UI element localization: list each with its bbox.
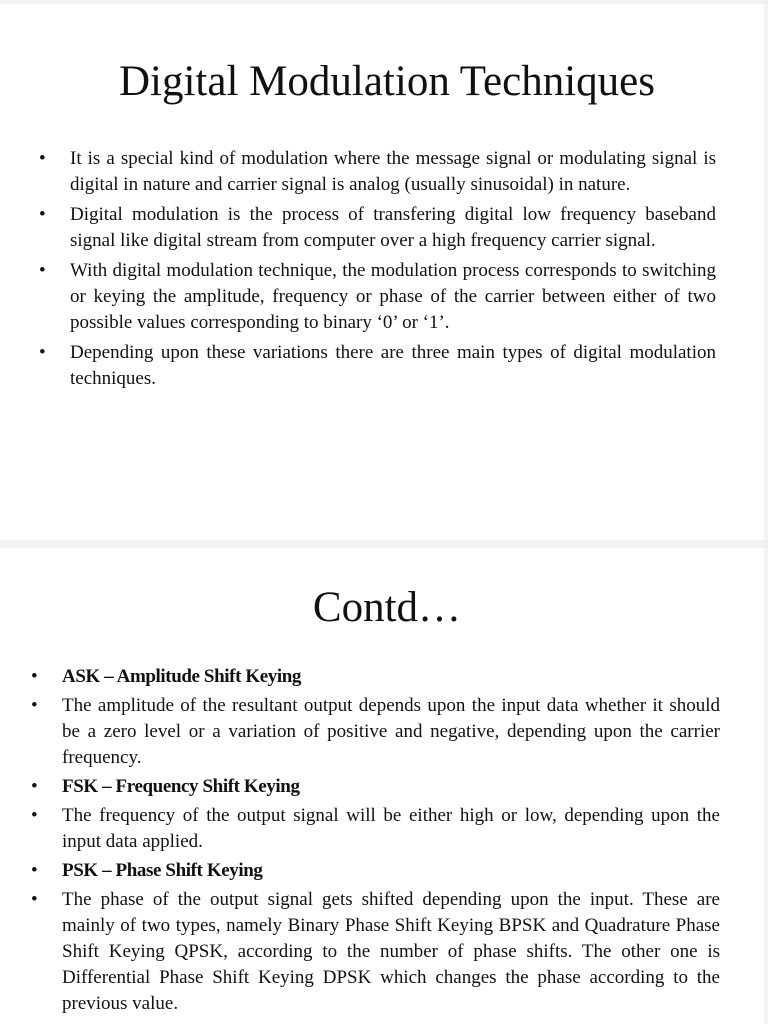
bullet-text: FSK – Frequency Shift Keying: [62, 776, 300, 797]
list-item-heading: [28, 858, 720, 884]
bullet-text: Depending upon these variations there are three main types of digital modulation techniques.: [70, 342, 716, 389]
bullet-icon: •: [31, 805, 38, 826]
bullet-text: PSK – Phase Shift Keying: [62, 860, 263, 881]
bullet-icon: •: [31, 889, 38, 910]
bullet-icon: •: [39, 148, 46, 169]
slide-title: Contd…: [312, 584, 462, 631]
bullet-list: [36, 146, 716, 396]
list-item-heading: [28, 664, 720, 690]
bullet-icon: •: [39, 342, 46, 363]
bullet-icon: •: [31, 695, 38, 716]
bullet-icon: •: [31, 666, 38, 687]
bullet-icon: •: [31, 776, 38, 797]
list-item: [28, 693, 720, 771]
bullet-list: [28, 664, 720, 1020]
bullet-text: It is a special kind of modulation where the message signal or modulating signal is digital in nature and carrier signal is analog (usually sinusoidal) in nature.: [70, 148, 716, 195]
list-item-heading: [28, 774, 720, 800]
list-item: [36, 258, 716, 336]
bullet-text: The frequency of the output signal will be either high or low, depending upon the input data applied.: [62, 805, 720, 852]
list-item: [28, 887, 720, 1017]
bullet-icon: •: [39, 260, 46, 281]
bullet-text: With digital modulation technique, the modulation process corresponds to switching or keying the amplitude, frequency or phase of the carrier between either of two possible values corresponding to binary ‘0’ or ‘1’.: [70, 260, 716, 333]
slide-digital-modulation: [0, 4, 764, 540]
bullet-icon: •: [31, 860, 38, 881]
bullet-text: The phase of the output signal gets shifted depending upon the input. These are mainly of two types, namely Binary Phase Shift Keying BPSK and Quadrature Phase Shift Keying QPSK, according to the number of phase shifts. The other one is Differential Phase Shift Keying DPSK which changes the phase according to the previous value.: [62, 889, 720, 1014]
bullet-text: Digital modulation is the process of transfering digital low frequency baseband signal like digital stream from computer over a high frequency carrier signal.: [70, 204, 716, 251]
list-item: [36, 146, 716, 198]
slide-contd: [0, 548, 764, 1024]
bullet-icon: •: [39, 204, 46, 225]
bullet-text: The amplitude of the resultant output depends upon the input data whether it should be a zero level or a variation of positive and negative, depending upon the carrier frequency.: [62, 695, 720, 768]
slide-title: Digital Modulation Techniques: [118, 58, 655, 105]
list-item: [36, 340, 716, 392]
list-item: [28, 803, 720, 855]
bullet-text: ASK – Amplitude Shift Keying: [62, 666, 302, 687]
list-item: [36, 202, 716, 254]
